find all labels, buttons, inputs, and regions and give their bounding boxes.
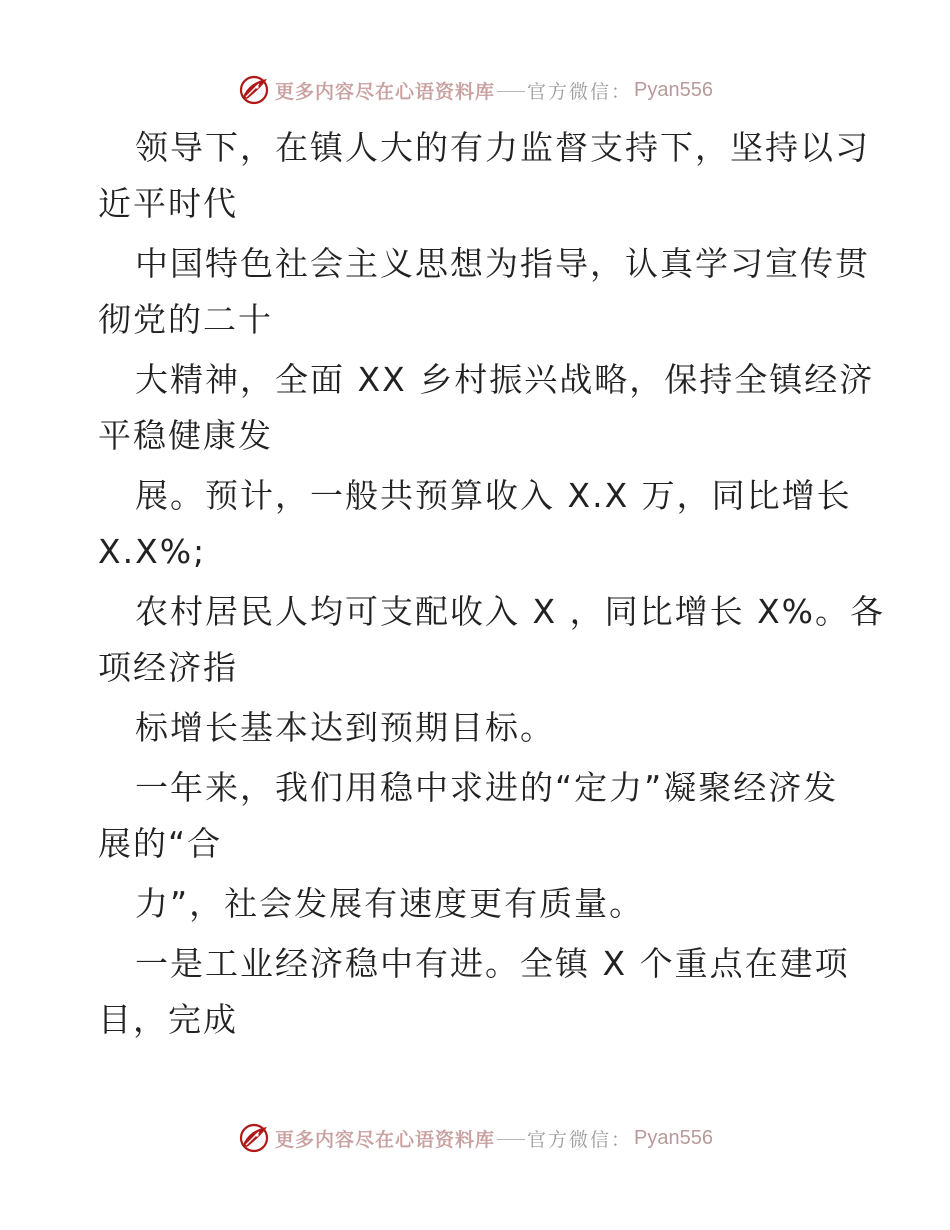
text-line: 展。预计，一般共预算收入 X.X 万，同比增长 <box>135 476 852 515</box>
text-line: 中国特色社会主义思想为指导，认真学习宣传贯 <box>135 244 870 283</box>
banner-wechat-id: Pyan556 <box>634 1126 713 1149</box>
banner-wechat-label: 官方微信： <box>527 80 633 103</box>
text-line: 领导下，在镇人大的有力监督支持下，坚持以习 <box>135 128 870 167</box>
footer-watermark-banner <box>0 1118 950 1158</box>
text-line: 近平时代 <box>98 184 238 223</box>
text-line: 项经济指 <box>98 648 238 687</box>
text-line: 大精神，全面 XX 乡村振兴战略，保持全镇经济 <box>135 360 875 399</box>
banner-wechat-label: 官方微信： <box>527 1128 633 1151</box>
header-watermark-banner <box>0 70 950 110</box>
banner-brand-text: 更多内容尽在心语资料库 <box>275 1128 496 1151</box>
text-line: 标增长基本达到预期目标。 <box>135 708 555 747</box>
pen-nib-logo-icon <box>237 1121 271 1155</box>
text-line: 展的“合 <box>98 824 223 863</box>
pen-nib-logo-icon <box>237 73 271 107</box>
banner-dash-divider <box>497 91 525 92</box>
text-line: 农村居民人均可支配收入 X ，同比增长 X%。各 <box>135 592 886 631</box>
text-line: 力”，社会发展有速度更有质量。 <box>135 884 645 923</box>
text-line: 一年来，我们用稳中求进的“定力”凝聚经济发 <box>135 768 839 807</box>
text-line: 目，完成 <box>98 1000 238 1039</box>
banner-brand-text: 更多内容尽在心语资料库 <box>275 80 496 103</box>
text-line: 彻党的二十 <box>98 300 273 339</box>
text-line: X.X%; <box>98 532 207 571</box>
banner-wechat-id: Pyan556 <box>634 78 713 101</box>
banner-dash-divider <box>497 1139 525 1140</box>
text-line: 一是工业经济稳中有进。全镇 X 个重点在建项 <box>135 944 850 983</box>
text-line: 平稳健康发 <box>98 416 273 455</box>
